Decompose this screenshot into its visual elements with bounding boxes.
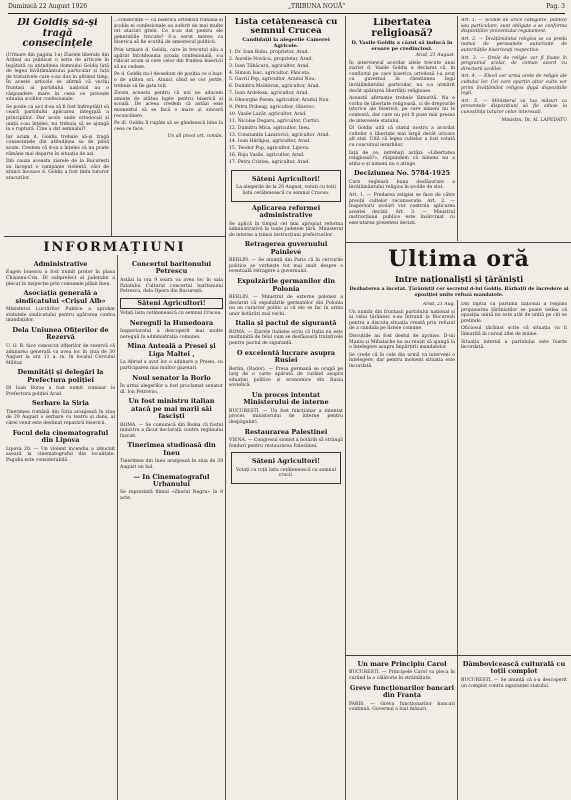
page-header	[8, 3, 565, 14]
column-rule	[345, 16, 346, 800]
ultima-ora-header	[349, 246, 569, 298]
news-text: Inspectoratul a descoperit mai multe nereguli în administrația comunei.	[120, 329, 223, 340]
news-title: Italia și pactul de siguranță	[235, 319, 337, 328]
banner-title: Săteni Agricultori!	[251, 174, 321, 183]
candidate-item: 6. Dumitru Moldovan, agricultor, Arad.	[229, 84, 320, 90]
article-paragraph: Iar acum d. Goldiș trebuie să-și tragă consecințele din atitudinea sa de până acum. Credem că d-sa a înțeles că nu poate rămâne mai departe în situația de azi.	[6, 134, 109, 157]
news-title: Aplicarea reformei administrative	[251, 203, 321, 220]
header-page-number: Pag. 3	[546, 3, 565, 10]
candidate-item: 16. Roja Vasile, agricultor, Arad.	[229, 153, 305, 159]
candidate-list	[229, 50, 343, 167]
news-title: Concertul baritonului Petrescu	[131, 260, 212, 276]
article-paragraph: Se poate ca aici d-sa să fi fost îndreptățit să ceară partidului aplicarea integrală a principiilor. Dar acolo unde ortodocșii și uniții s-au înțeles, nu trebuia să se ajungă la o ruptură. Cine a dat semnalul?	[6, 104, 109, 133]
header-paper-name: „TRIBUNA NOUĂ"	[288, 3, 346, 10]
banner-title: Săteni Agricultori!	[251, 457, 321, 466]
news-title: — In Cinematograful Urbanului	[133, 472, 210, 488]
news-text: BUCUREȘTI. — Un fost funcționar a intentat proces ministerului de interne pentru despăgubiri.	[229, 408, 343, 426]
news-text: BUCUREȘTI. — Principele Carol va pleca în curând la o călătorie în străinătate.	[349, 670, 455, 682]
news-text: Votați lista cetățenească cu semnul Crucea.	[120, 311, 222, 317]
news-text: Se reprezintă filmul «Zborul Negru» în 8 acte.	[120, 490, 223, 502]
news-title: Demnități și delegări la Prefectura poliției	[17, 368, 104, 384]
news-title: Retragerea guvernului Painlevé	[244, 240, 328, 256]
news-title: Administrative	[33, 260, 88, 268]
article-paragraph: Art. 1. — Școlile de orice categorie, publice sau particulare, sunt obligate a se conforma dispozițiilor prezentului regulament.	[461, 18, 567, 35]
news-text: BERLIN. — Se anunță din Paris că în cercurile politice se vorbește tot mai mult despre o eventuală retragere a guvernului.	[229, 258, 343, 275]
news-text: ROMA. — Se comunică din Roma că fostul ministru a făcut declarații contra regimului fascist.	[120, 422, 223, 439]
section-title: INFORMAȚIUNI	[43, 240, 186, 255]
article-paragraph: Oficiosul țărănist scrie că situația va fi lămurită în cursul zilei de mâine.	[461, 326, 567, 337]
article-signature: Un all preot ort. român.	[167, 134, 223, 140]
article-paragraph: Zicem aceasta pentru că noi ne aducem aminte de atâtea lupte pentru biserică și școală. De aceea credem că astăzi este momentul să se facă o mare și sinceră reconciliere.	[114, 91, 223, 119]
candidate-item: 3. Ioan Tăbăcaru, agricultor, Arad.	[229, 63, 310, 69]
candidate-item: 17. Petru Cristea, agricultor, Arad.	[229, 160, 310, 166]
article-paragraph: ...consecințe — că biserica ortodoxă română și școlile ei confesionale au suferit de mai multe ori atacuri grele. Ce n-au dat pentru ele generațiile trecute? S-a cerut mereu ca biserica să fie scutită de amestecul politicii.	[114, 18, 223, 46]
news-text: ROMA. — Ziarele italiene scriu că Italia nu este mulțumită de felul cum se desfășoară tratativele pentru pactul de siguranță.	[229, 329, 343, 347]
column-rule	[111, 16, 112, 236]
news-text: În urma alegerilor a fost proclamat senator dl. Ion Petrovici.	[120, 384, 223, 395]
news-text: Eugen Ionescu a fost numit pretor în plasa Chișineu-Criș. Dl subprefect al județului a plecat în inspecție prin comunele plășii Ineu.	[6, 270, 115, 287]
news-text: PARIS. — Greva funcționarilor bancari continuă. Guvernul a luat măsuri.	[349, 701, 455, 713]
article-paragraph: Din cauza aceasta ziarele de la București au început o campanie violentă, căci de atunci încoace d. Goldiș a fost ținta tuturor atacurilor.	[6, 159, 109, 181]
informatiuni-banner	[6, 240, 223, 256]
banner-text: La alegerile de la 29 August, votați cu toții lista cetățenească cu semnul Crucea.	[236, 185, 336, 197]
article-paragraph: Un număr din fruntașii partidului național și ai celui țărănesc s-au întrunit la București pentru a discuta situația creată prin refuzul de a candida pe listele comune.	[349, 309, 455, 332]
article-paragraph: Pe dl. Goldiș îl rugăm să se gândească bine la ceea ce face.	[114, 121, 223, 132]
article-paragraph: Discuțiile au fost destul de aprinse. D-nii Maniu și Mihalache nu au reușit să ajungă la o înțelegere asupra împărțirii mandatelor.	[349, 333, 455, 351]
candidate-item: 2. Aurelie Novăcu, proprietar, Arad.	[229, 56, 313, 62]
news-title: Un proces intentat Ministerului de interne	[243, 390, 329, 407]
article-title: Lista cetățenească cu semnul Crucea	[234, 18, 338, 36]
article-title: Libertatea religioasă?	[371, 18, 433, 39]
section-rule	[345, 242, 571, 243]
candidate-item: 7. Ioan Ardelean, agricultor, Arad.	[229, 91, 309, 97]
candidate-item: 15. Teodor Pop, agricultor, Lipova.	[229, 146, 310, 152]
voting-banner	[231, 452, 341, 484]
news-title: Focul dela cinematograful din Lipova	[12, 428, 109, 445]
article-paragraph: Dl Goldiș uită că statul nostru a acordat cultelor o libertate mai largă decât oricare alt stat. Uită că legea cultelor a fost votată cu concursul ierarhilor.	[349, 126, 455, 148]
banner-text: Votați cu toții lista cetățenească cu semnul crucii.	[235, 467, 336, 479]
article-paragraph: Se crede că în cele din urmă va interveni o înțelegere, dar pentru moment situația este încordată.	[349, 352, 455, 369]
column-rule	[457, 16, 458, 241]
article-paragraph: Art. 3. — Orele de religie vor fi fixate în programul școlar, de comun acord cu directorii școlilor.	[461, 55, 567, 72]
article-paragraph: Această afirmație trebuie lămurită. Nu e vorba de libertate religioasă, ci de drepturile istorice ale bisericii, pe care nimeni nu le contestă, dar care nu pot fi puse mai presus de interesele statului.	[349, 96, 455, 124]
decision-text: Care reglează buna desfășurare a învățământului religios în școlile de stat.	[349, 179, 455, 191]
section-title: Ultima oră	[388, 246, 530, 272]
news-text: VIENA. — Congresul sionist a hotărât să strângă fonduri pentru restaurarea Palestinei.	[229, 438, 343, 449]
news-title: Dâmbovicească cuiturală cu toții complot	[462, 660, 566, 676]
decision-articles: Art. 1. — Predarea religiei se face de către preoții cultelor recunoscute. Art. 2. — Inspectorii școlari vor controla aplicarea acestei decizii. Art. 3. — Ministrul instrucțiunii publice este însărcinat cu executarea prezentei decizii.	[349, 192, 455, 226]
bottom-news-right	[461, 658, 567, 798]
header-date: Duminică 22 August 1926	[8, 3, 88, 10]
news-title: Dela Uniunea Ofițerilor de Rezervă	[12, 325, 109, 342]
article-subtitle: Candidații la alegerile Camerei Agricole.	[242, 36, 330, 49]
news-title: Asociația generală a sindicatului «Crișul Alb»	[15, 289, 106, 305]
news-title: Expulzările germanilor din Polonia	[237, 277, 335, 293]
news-text: La Abrud a avut loc o adunare a Presei, cu participarea mai multor gazetari.	[120, 360, 223, 371]
candidate-item: 14. Ioan Hărăguș, agricultor, Arad.	[229, 139, 311, 145]
article-title: Intre naționaliști și țărăniști	[394, 274, 524, 284]
decision-title: Deciziunea No. 5784-1925	[354, 169, 450, 178]
candidate-item: 13. Constantin Lazarovici, agricultor, Arad.	[229, 132, 330, 138]
news-text: U. O. R. face cunoscut ofițerilor de rezervă că adunarea generală va avea loc în ziua de 30 August la ora 11 a. m. în localul Cercului Militar.	[6, 343, 115, 366]
candidate-item: 10. Vasile Lazăr, agricultor, Arad.	[229, 111, 307, 117]
candidate-item: 8. Gheorghe Paven, agricultor, Aradul Nou.	[229, 98, 330, 104]
news-text: Lipova 20. — Un violent incendiu a izbucnit aseară la cinematograful din localitate. Paguba este considerabilă.	[6, 446, 115, 463]
news-text: Berlin, (Rador). — Presa germană se ocupă pe larg de o carte apărută de curând asupra situației politice și economice din Rusia sovietică.	[229, 366, 343, 389]
news-text: Ministerul Lucrărilor Publice a aprobat statutele sindicatului pentru apărarea contra inundațiilor.	[6, 307, 115, 324]
article-decision-text	[461, 18, 567, 240]
news-title: O excelentă lucrare asupra Rusiei	[236, 348, 336, 365]
column-rule	[225, 16, 226, 800]
news-column-left	[6, 258, 115, 798]
article-paragraph: Art. 2. — Învățământul religios se va preda numai de persoanele autorizate de autoritățile bisericești respective.	[461, 36, 567, 53]
candidate-item: 9. Petru Pribeag, agricultor, Ghioroc.	[229, 104, 316, 110]
news-title: Mina Anteală a Presei și Liga Maltei ,	[127, 342, 216, 358]
article-dateline: Arad, 21 Aug.	[422, 302, 455, 307]
article-paragraph: Art. 5. — Ministerul va lua măsuri ca prezentele dispozițiuni să fie aduse la cunoștința tuturor celor interesați.	[461, 98, 567, 115]
article-dateline: Arad, 21 August.	[415, 53, 455, 58]
article-goldis	[6, 18, 109, 234]
news-title: Un mare Principiu Carol	[357, 660, 447, 668]
bottom-news-left	[349, 658, 455, 798]
voting-banner	[231, 170, 341, 202]
ultima-ora-column-left	[349, 302, 455, 652]
article-paragraph: (Urmare din pagina I-a) Ziarele liberale din Ardeal au publicat o serie de articole în legătură cu atitudinea domnului Goldiș față de legea învățământului particular și față de tratativele care s-au dus în ultimul timp. În aceste articole se afirmă că vechii fruntași ai partidului național au o răspundere mare în ceea ce privește situația școlilor confesionale.	[6, 52, 109, 103]
column-rule	[117, 255, 118, 800]
news-text: Se aplică în timpul cel mai apropiat reforma administrativă în toate județele țării. Ministerul de interne a trimis instrucțiuni prefecturilor.	[229, 221, 343, 238]
candidate-item: 4. Simion Isac, agricultor, Pâncota.	[229, 70, 311, 76]
article-goldis-continued	[114, 18, 223, 234]
article-paragraph: Din faptul că partidul național a respins propunerea țărăniștilor se poate vedea că opoziția unită nu este atât de unită pe cât se pretinde.	[461, 302, 567, 324]
section-rule	[4, 236, 225, 237]
news-title: Un fost ministru italian atacă pe mai marii săi fasciști	[128, 397, 215, 421]
article-paragraph: Pe d. Goldiș nu-l deosebim de poziția ce a luat-o de atâtea ori. Atunci când se cer jertfe, trebuie să fie gata toți.	[114, 72, 223, 89]
section-rule	[345, 655, 571, 656]
candidate-list-column	[229, 18, 343, 798]
news-text: Astăzi la ora 9 seara va avea loc în sala Palatului Cultural concertul baritonului Petrescu, dela Opera din București.	[120, 277, 223, 295]
candidate-item: 12. Dumitru Mica, agricultor, Ineu.	[229, 125, 311, 131]
news-title: Nereguli la Hunedoara	[129, 318, 214, 327]
news-text: BERLIN. — Ministrul de externe polonez a declarat că expulzările germanilor din Polonia nu au caracter politic și că ele se fac în urma unor hotărâri mai vechi.	[229, 295, 343, 317]
news-column-right	[120, 258, 223, 798]
article-title: Dl Goldiș să-și tragă consecințele	[17, 18, 98, 49]
news-text: Tinerimea română din Siria aranjează în ziua de 29 August o serbare cu teatru și dans, al cărei venit este destinat reparării bisericii.	[6, 409, 115, 427]
column-rule	[457, 300, 458, 800]
article-deck: Dezbaterea a încetat. Țărăniștii cer secretul d-lui Goldiș. Bărbații de încredere ai opoziției unite refuză mandatele.	[349, 286, 569, 298]
news-title: Noul senator la Borlo	[132, 373, 211, 382]
candidate-item: 11. Nicolae Dogaru, agricultor, Curtici.	[229, 118, 321, 124]
news-text: Dl Ioan Boraș a fost numit comisar la Prefectura poliției Arad.	[6, 386, 115, 397]
news-title: Restaurarea Palestinei	[244, 427, 328, 436]
article-paragraph: Situația internă a partidului este foarte încordată.	[461, 339, 567, 351]
article-paragraph: În interviewul acordat zilele trecute unui ziarist d. Vasile Goldiș a declarat că, în conflictul pe care biserica ortodoxă l-a avut cu guvernul în chestiunea legii învățământului particular, nu s-a urmărit decât apărarea libertății religioase.	[349, 60, 455, 94]
ultima-ora-column-right	[461, 302, 567, 652]
article-libertatea	[349, 18, 455, 240]
news-text: Tinerimea din Ineu aranjează în ziua de 29 August un bal.	[120, 459, 223, 470]
news-title: Greve funcționarilor bancari din Franța	[349, 683, 455, 700]
article-subtitle: D. Vasile Goldiș a căzut să inducă în eroare pe credincioși.	[351, 40, 453, 52]
news-title: Tinerimea studioasă din Ineu	[127, 441, 216, 457]
candidate-item: 5. Gavril Pop, agricultor, Aradul Nou.	[229, 77, 316, 83]
article-paragraph: Art. 4. — Elevii vor urma orele de religie ale cultului lor. Cei care aparțin altor culte vor primi învățământ religios după dispozițiile legii.	[461, 74, 567, 97]
news-title: Serbare la Siria	[31, 399, 90, 408]
candidate-item: 1. Dr. Ioan Robu, proprietar, Arad.	[229, 49, 309, 55]
article-paragraph: Prin urmare d. Goldiș, care în trecutul său a apărat întotdeauna școala confesională, s-a ridicat acum și cere celor din fruntea bisericii să nu cedeze.	[114, 47, 223, 70]
article-paragraph: Iată de ce, intrebați astăzi: «Libertatea religioasă?», răspundem că nimeni nu a atins-o și nimeni nu o atinge.	[349, 150, 455, 167]
news-title: Săteni Agricultori!	[120, 298, 223, 309]
article-signature: Ministru, Dr. Al. LAPEDATU	[501, 117, 567, 123]
news-text: BUCUREȘTI. — Se anunță că s-a descoperit un complot contra siguranței statului.	[461, 677, 567, 689]
